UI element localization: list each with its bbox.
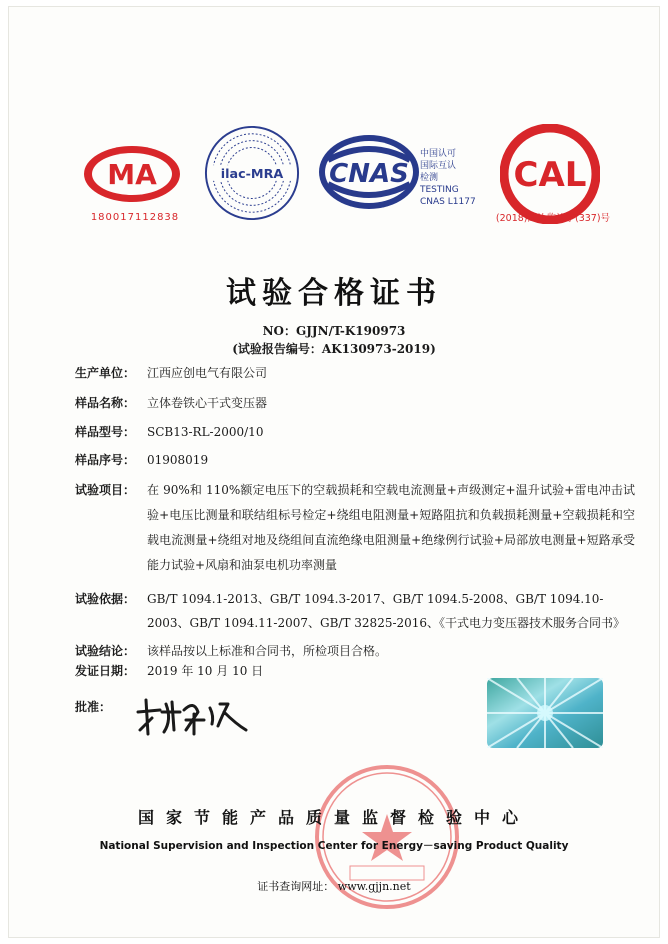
certificate-query-url: 证书查询网址： www.gjjn.net xyxy=(257,880,411,893)
cnas-side-text xyxy=(420,148,500,208)
cma-number: 180017112838 xyxy=(90,212,180,223)
issuing-organization-cn: 国家节能产品质量监督检验中心 xyxy=(137,808,530,827)
ilac-logo-text: ilac-MRA xyxy=(220,166,284,182)
test-items-row xyxy=(75,478,635,578)
cnas-line: 中国认可 xyxy=(420,149,457,159)
hologram-sticker xyxy=(487,678,603,748)
cnas-line: 检测 xyxy=(420,173,439,183)
issue-date-label: 发证日期： xyxy=(75,664,136,678)
manufacturer-value: 江西应创电气有限公司 xyxy=(147,366,268,380)
cma-logo-text: MA xyxy=(107,158,157,191)
manufacturer-row xyxy=(75,364,267,381)
test-items-label: 试验项目： xyxy=(75,483,136,497)
sample-name-value: 立体卷铁心干式变压器 xyxy=(147,396,268,410)
test-basis-label: 试验依据： xyxy=(75,592,136,606)
sample-name-label: 样品名称： xyxy=(75,396,136,410)
sample-model-label: 样品型号： xyxy=(75,425,136,439)
conclusion-row xyxy=(75,642,387,659)
cal-logo xyxy=(500,124,600,224)
handwritten-signature xyxy=(132,690,252,740)
sample-model-row xyxy=(75,423,263,440)
cal-logo-text: CAL xyxy=(513,155,587,195)
report-number: (试验报告编号：AK130973-2019) xyxy=(232,342,436,356)
sample-name-row xyxy=(75,394,267,411)
sample-serial-value: 01908019 xyxy=(147,453,209,467)
approval-label: 批准： xyxy=(75,700,112,714)
test-basis-value: GB/T 1094.1-2013、GB/T 1094.3-2017、GB/T 1094.5-2008、GB/T 1094.10-2003、GB/T 1094.11-2007、GB/T 32825-2016、《干式电力变压器技术服务合同书》 xyxy=(147,592,626,630)
certificate-number: NO：GJJN/T-K190973 xyxy=(262,324,406,338)
cnas-logo-text: CNAS xyxy=(329,159,409,189)
conclusion-label: 试验结论： xyxy=(75,644,136,658)
certificate-title: 试验合格证书 xyxy=(226,276,442,311)
sample-model-value: SCB13-RL-2000/10 xyxy=(147,425,264,439)
conclusion-value: 该样品按以上标准和合同书，所检项目合格。 xyxy=(147,644,388,658)
logo-row xyxy=(0,118,668,238)
test-basis-row xyxy=(75,587,635,635)
manufacturer-label: 生产单位： xyxy=(75,366,136,380)
cnas-line: 国际互认 xyxy=(420,161,457,171)
cnas-logo xyxy=(316,132,422,212)
cal-number: (2018)国认监认字(337)号 xyxy=(495,213,611,224)
test-items-value: 在 90%和 110%额定电压下的空载损耗和空载电流测量+声级测定+温升试验+雷电冲击试验+电压比测量和联结组标号检定+绕组电阻测量+短路阻抗和负载损耗测量+空载损耗和空载电流测量+绕组对地及绕组间直流绝缘电阻测量+绝缘例行试验+局部放电测量+短路承受能力试验+风扇和油泵电机功率测量 xyxy=(147,483,635,572)
sample-serial-label: 样品序号： xyxy=(75,453,136,467)
cnas-line: TESTING xyxy=(420,185,459,195)
cnas-line: CNAS L1177 xyxy=(420,197,476,207)
issue-date-value: 2019 年 10 月 10 日 xyxy=(147,664,264,678)
cma-logo xyxy=(82,144,182,204)
issuing-organization-en: National Supervision and Inspection Center for Energy－saving Product Quality xyxy=(99,840,569,852)
ilac-mra-logo xyxy=(203,124,301,222)
issue-date-row xyxy=(75,662,263,679)
sample-serial-row xyxy=(75,451,208,468)
